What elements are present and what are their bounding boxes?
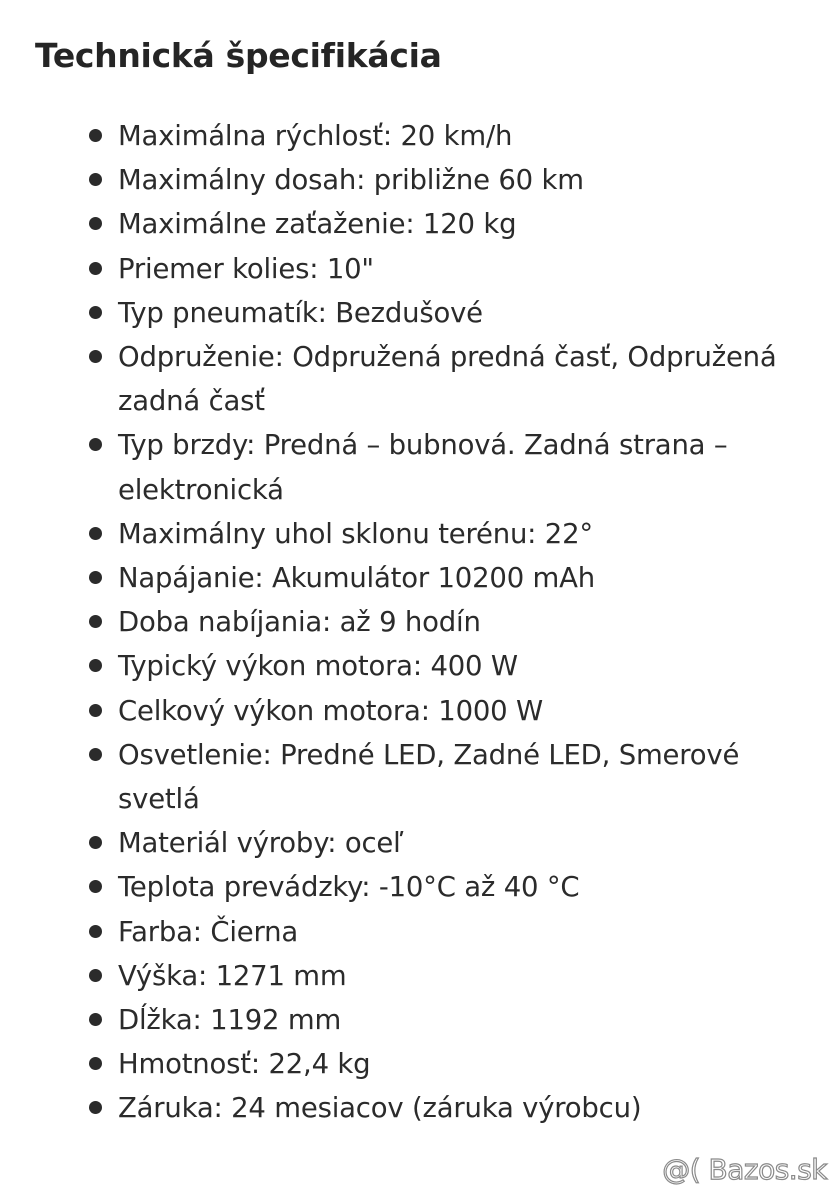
spec-item-brake-type: Typ brzdy: Predná – bubnová. Zadná strana – elektronická <box>0 423 835 511</box>
spec-item-weight: Hmotnosť: 22,4 kg <box>0 1042 835 1086</box>
spec-list <box>0 114 835 1131</box>
spec-item-typical-motor-power: Typický výkon motora: 400 W <box>0 644 835 688</box>
spec-item-operating-temperature: Teplota prevádzky: -10°C až 40 °C <box>0 865 835 909</box>
spec-item-max-range: Maximálny dosah: približne 60 km <box>0 158 835 202</box>
spec-item-length: Dĺžka: 1192 mm <box>0 998 835 1042</box>
spec-item-max-incline: Maximálny uhol sklonu terénu: 22° <box>0 512 835 556</box>
spec-item-max-speed: Maximálna rýchlosť: 20 km/h <box>0 114 835 158</box>
spec-item-warranty: Záruka: 24 mesiacov (záruka výrobcu) <box>0 1086 835 1130</box>
spec-item-total-motor-power: Celkový výkon motora: 1000 W <box>0 689 835 733</box>
spec-item-material: Materiál výroby: oceľ <box>0 821 835 865</box>
spec-item-max-load: Maximálne zaťaženie: 120 kg <box>0 202 835 246</box>
spec-item-power-supply: Napájanie: Akumulátor 10200 mAh <box>0 556 835 600</box>
spec-item-charging-time: Doba nabíjania: až 9 hodín <box>0 600 835 644</box>
spec-item-lighting: Osvetlenie: Predné LED, Zadné LED, Smerové svetlá <box>0 733 835 821</box>
spec-item-wheel-diameter: Priemer kolies: 10" <box>0 247 835 291</box>
page-title: Technická špecifikácia <box>35 36 442 75</box>
spec-item-suspension: Odpruženie: Odpružená predná časť, Odpružená zadná časť <box>0 335 835 423</box>
bazos-watermark: @( Bazos.sk <box>662 1153 827 1186</box>
spec-item-color: Farba: Čierna <box>0 910 835 954</box>
spec-item-tire-type: Typ pneumatík: Bezdušové <box>0 291 835 335</box>
spec-item-height: Výška: 1271 mm <box>0 954 835 998</box>
